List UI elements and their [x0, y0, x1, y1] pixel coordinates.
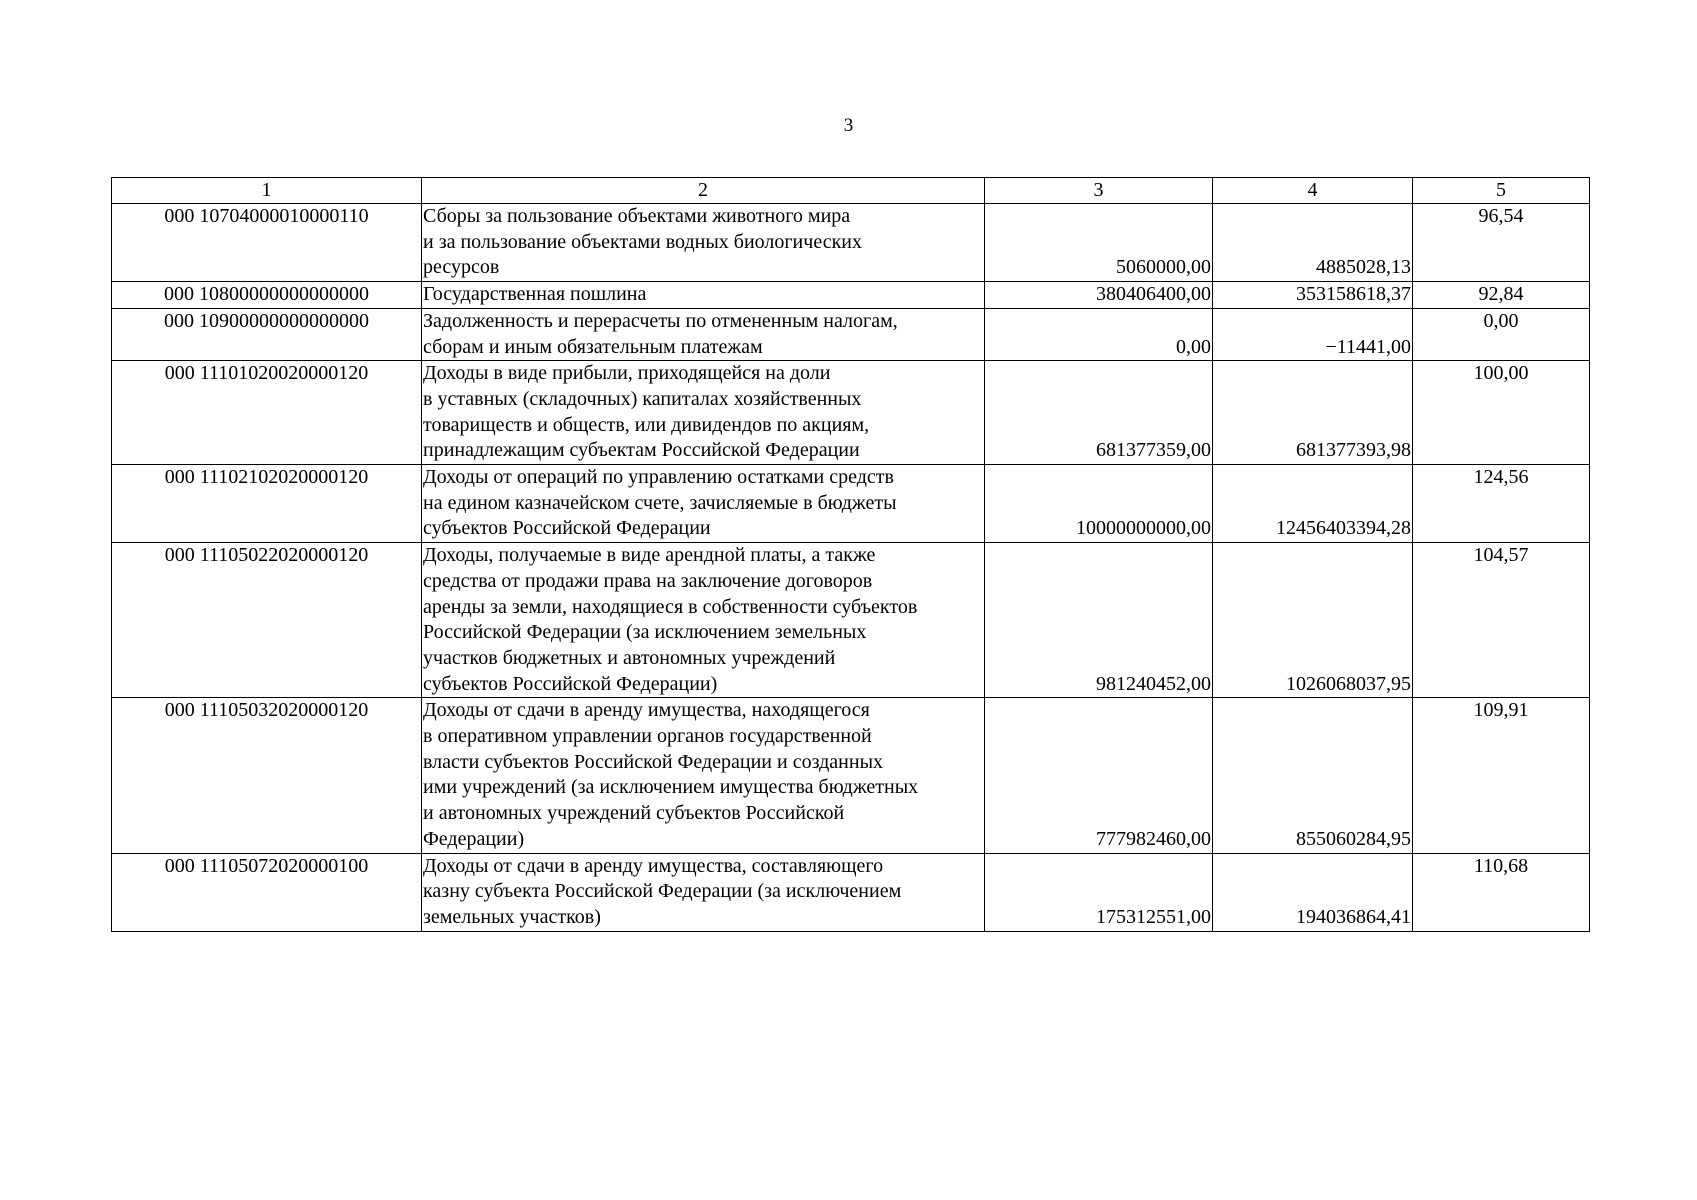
- execution-percent-cell: 0,00: [1413, 308, 1590, 360]
- revenue-name-cell: Доходы от сдачи в аренду имущества, составляющего казну субъекта Российской Федерации (за исключением земельных участков): [422, 853, 985, 931]
- budget-code-cell: 000 10704000010000110: [112, 204, 422, 282]
- revenue-name-cell: Доходы в виде прибыли, приходящейся на доли в уставных (складочных) капиталах хозяйственных товариществ и обществ, или дивидендов по акциям, принадлежащим субъектам Российской Федерации: [422, 361, 985, 465]
- planned-amount-cell: 5060000,00: [985, 204, 1213, 282]
- budget-code-cell: 000 11105072020000100: [112, 853, 422, 931]
- actual-amount-cell: 4885028,13: [1213, 204, 1413, 282]
- table-row: [112, 465, 1590, 543]
- planned-amount-cell: 380406400,00: [985, 282, 1213, 309]
- table-row: [112, 361, 1590, 465]
- budget-code-cell: 000 11105032020000120: [112, 698, 422, 853]
- actual-amount-cell: 681377393,98: [1213, 361, 1413, 465]
- actual-amount-cell: −11441,00: [1213, 308, 1413, 360]
- planned-amount-cell: 175312551,00: [985, 853, 1213, 931]
- revenue-name-cell: Государственная пошлина: [422, 282, 985, 309]
- budget-code-cell: 000 11101020020000120: [112, 361, 422, 465]
- budget-code-cell: 000 11105022020000120: [112, 543, 422, 698]
- column-header-5: 5: [1413, 178, 1590, 204]
- table-row: [112, 698, 1590, 853]
- planned-amount-cell: 0,00: [985, 308, 1213, 360]
- revenue-name-cell: Доходы от сдачи в аренду имущества, находящегося в оперативном управлении органов государственной власти субъектов Российской Федерации и созданных ими учреждений (за исключением имущества бюджетных и автономных учреждений субъектов Российской Федерации): [422, 698, 985, 853]
- column-header-4: 4: [1213, 178, 1413, 204]
- column-header-3: 3: [985, 178, 1213, 204]
- planned-amount-cell: 777982460,00: [985, 698, 1213, 853]
- revenue-name-cell: Задолженность и перерасчеты по отмененным налогам, сборам и иным обязательным платежам: [422, 308, 985, 360]
- actual-amount-cell: 353158618,37: [1213, 282, 1413, 309]
- revenue-name-cell: Доходы от операций по управлению остатками средств на едином казначейском счете, зачисляемые в бюджеты субъектов Российской Федерации: [422, 465, 985, 543]
- execution-percent-cell: 109,91: [1413, 698, 1590, 853]
- revenue-name-cell: Доходы, получаемые в виде арендной платы, а также средства от продажи права на заключение договоров аренды за земли, находящиеся в собственности субъектов Российской Федерации (за исключением земельных участков бюджетных и автономных учреждений субъектов Российской Федерации): [422, 543, 985, 698]
- execution-percent-cell: 92,84: [1413, 282, 1590, 309]
- revenue-name-cell: Сборы за пользование объектами животного мира и за пользование объектами водных биологических ресурсов: [422, 204, 985, 282]
- table-row: [112, 204, 1590, 282]
- budget-code-cell: 000 10900000000000000: [112, 308, 422, 360]
- actual-amount-cell: 855060284,95: [1213, 698, 1413, 853]
- table-row: [112, 308, 1590, 360]
- planned-amount-cell: 981240452,00: [985, 543, 1213, 698]
- table-row: [112, 853, 1590, 931]
- table-row: [112, 543, 1590, 698]
- table-row: [112, 282, 1590, 309]
- actual-amount-cell: 1026068037,95: [1213, 543, 1413, 698]
- execution-percent-cell: 96,54: [1413, 204, 1590, 282]
- execution-percent-cell: 104,57: [1413, 543, 1590, 698]
- execution-percent-cell: 110,68: [1413, 853, 1590, 931]
- execution-percent-cell: 100,00: [1413, 361, 1590, 465]
- budget-code-cell: 000 11102102020000120: [112, 465, 422, 543]
- planned-amount-cell: 10000000000,00: [985, 465, 1213, 543]
- actual-amount-cell: 194036864,41: [1213, 853, 1413, 931]
- budget-code-cell: 000 10800000000000000: [112, 282, 422, 309]
- column-header-2: 2: [422, 178, 985, 204]
- page-number: 3: [843, 115, 854, 136]
- execution-percent-cell: 124,56: [1413, 465, 1590, 543]
- header-row: [112, 178, 1590, 204]
- column-header-1: 1: [112, 178, 422, 204]
- planned-amount-cell: 681377359,00: [985, 361, 1213, 465]
- actual-amount-cell: 12456403394,28: [1213, 465, 1413, 543]
- revenue-table: [111, 177, 1590, 932]
